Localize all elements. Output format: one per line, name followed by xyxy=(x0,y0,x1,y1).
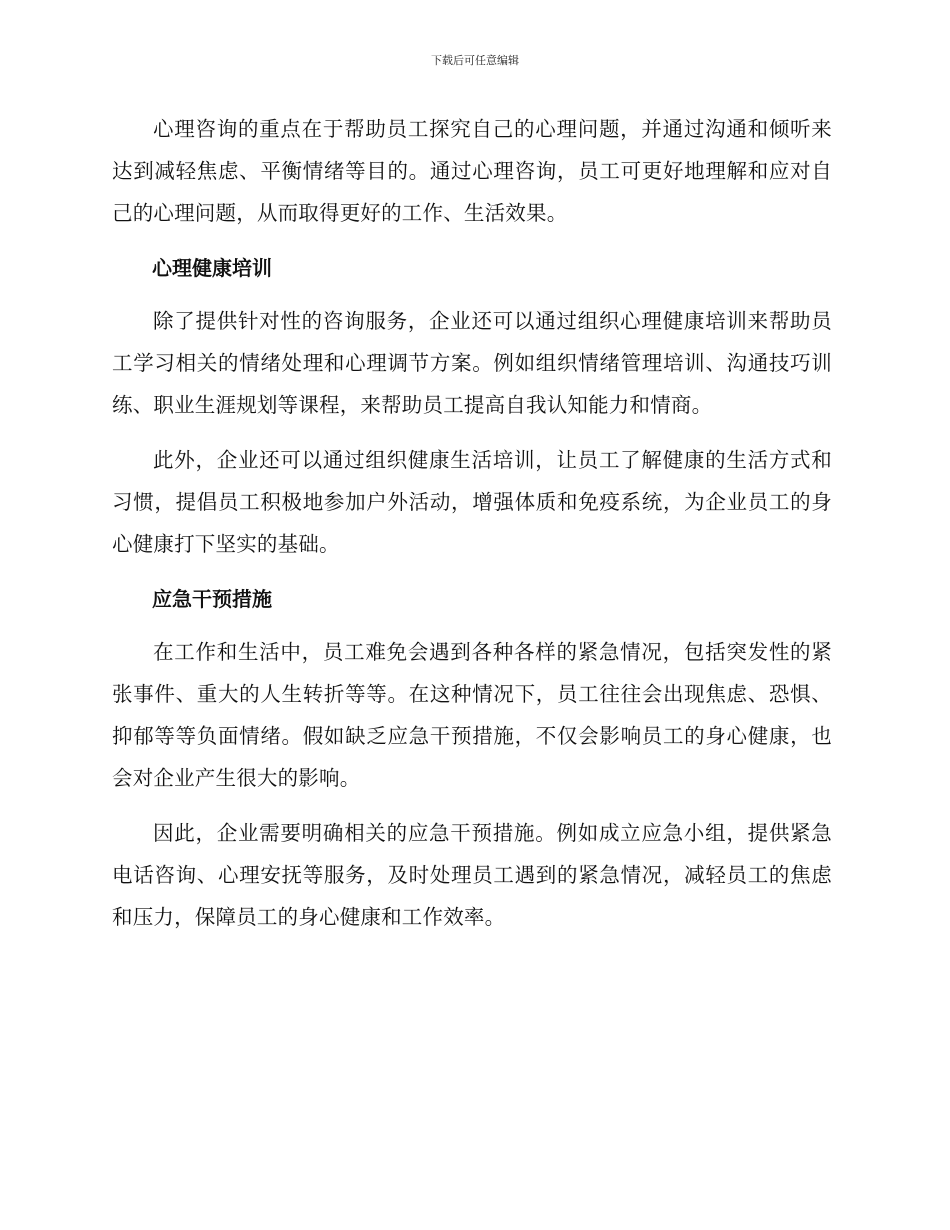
section-heading-training: 心理健康培训 xyxy=(152,256,272,280)
paragraph: 在工作和生活中，员工难免会遇到各种各样的紧急情况，包括突发性的紧张事件、重大的人生转折等等。在这种情况下，员工往往会出现焦虑、恐惧、抑郁等等负面情绪。假如缺乏应急干预措施，不仅会影响员工的身心健康，也会对企业产生很大的影响。 xyxy=(112,640,832,790)
document-body xyxy=(112,108,832,951)
paragraph: 因此，企业需要明确相关的应急干预措施。例如成立应急小组，提供紧急电话咨询、心理安抚等服务，及时处理员工遇到的紧急情况，减轻员工的焦虑和压力，保障员工的身心健康和工作效率。 xyxy=(112,821,832,929)
page-header: 下载后可任意编辑 xyxy=(431,54,519,67)
section-heading-emergency: 应急干预措施 xyxy=(152,587,272,611)
paragraph: 此外，企业还可以通过组织健康生活培训，让员工了解健康的生活方式和习惯，提倡员工积极地参加户外活动，增强体质和免疫系统，为企业员工的身心健康打下坚实的基础。 xyxy=(112,448,832,556)
paragraph: 除了提供针对性的咨询服务，企业还可以通过组织心理健康培训来帮助员工学习相关的情绪处理和心理调节方案。例如组织情绪管理培训、沟通技巧训练、职业生涯规划等课程，来帮助员工提高自我认知能力和情商。 xyxy=(112,309,832,417)
paragraph: 心理咨询的重点在于帮助员工探究自己的心理问题，并通过沟通和倾听来达到减轻焦虑、平衡情绪等目的。通过心理咨询，员工可更好地理解和应对自己的心理问题，从而取得更好的工作、生活效果。 xyxy=(112,117,832,225)
